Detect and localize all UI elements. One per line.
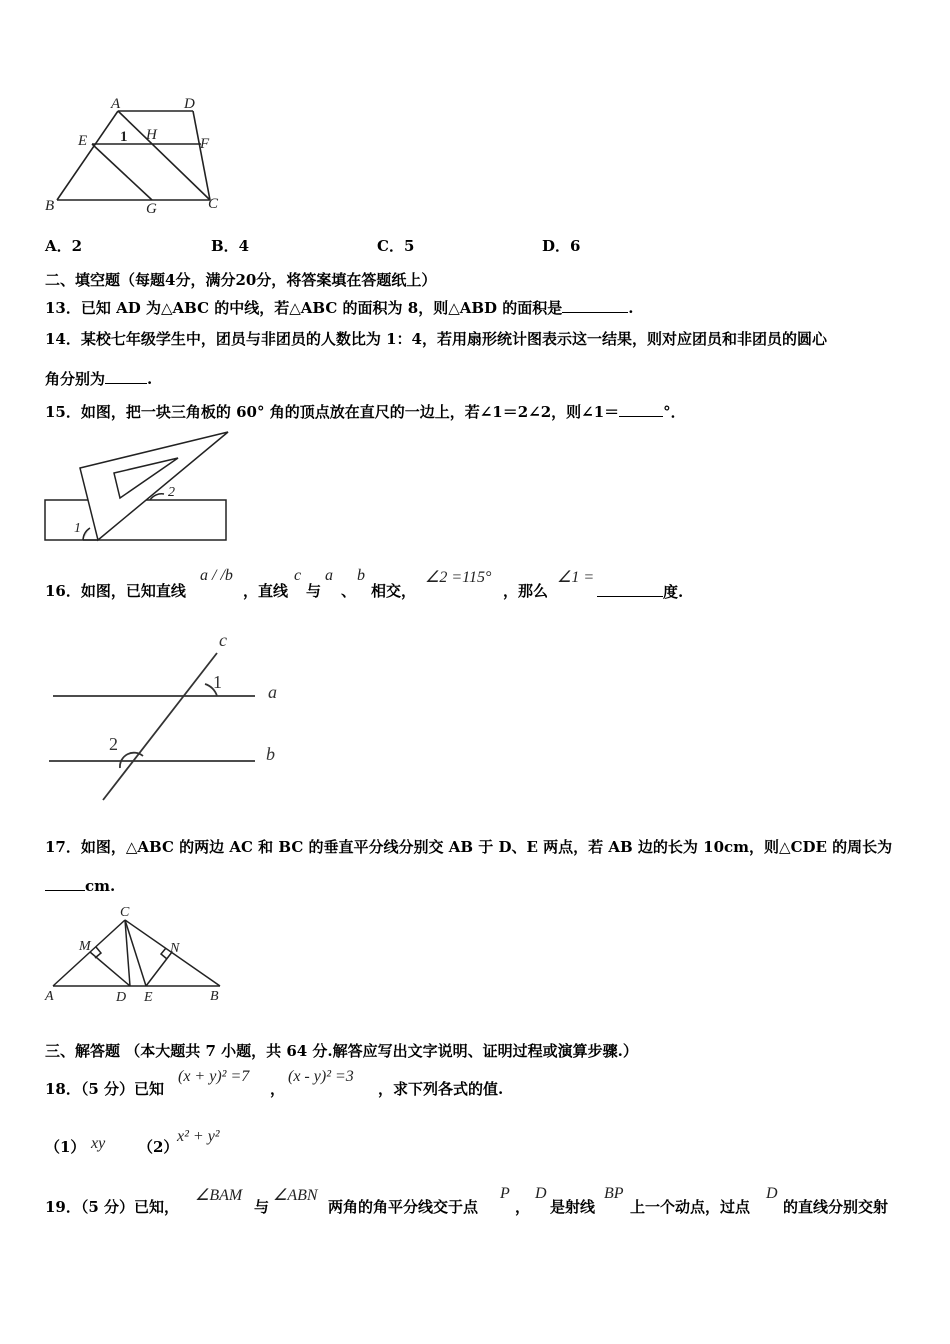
q19-text-2: 与: [254, 1198, 270, 1216]
q19-math-bam: ∠BAM: [195, 1187, 243, 1204]
label-angle-2: 2: [168, 485, 175, 500]
label-B: B: [45, 198, 55, 214]
q19-text-1: 19．（5 分）已知，: [45, 1198, 180, 1216]
option-d: D．6: [542, 237, 581, 255]
question-14-line1: 14．某校七年级学生中，团员与非团员的人数比为 1：4，若用扇形统计图表示这一结果，则对应团员和非团员的圆心: [45, 330, 827, 348]
question-15: 15．如图，把一块三角板的 60° 角的顶点放在直尺的一边上，若∠1＝2∠2，则∠1＝ °．: [45, 403, 686, 421]
figure-q12-trapezoid: [40, 95, 230, 220]
answer-blank: [562, 298, 628, 313]
answer-blank: [105, 369, 147, 384]
q13-end: .: [628, 299, 634, 317]
figure-q16-parallel-lines: [45, 628, 290, 806]
label-F: F: [200, 136, 210, 152]
q19-math-p: P: [500, 1185, 510, 1202]
q16-math-angle2: ∠2 =115°: [425, 569, 492, 586]
q18-math-1: (x + y)² =7: [178, 1068, 250, 1085]
label-A: A: [111, 96, 121, 112]
q19-text-5: 是射线: [550, 1198, 596, 1216]
q18-text-1: 18．（5 分）已知: [45, 1080, 165, 1098]
q16-text-2: ，直线: [243, 582, 289, 600]
q19-math-abn: ∠ABN: [273, 1187, 318, 1204]
q19-math-d2: D: [766, 1185, 778, 1202]
label-M: M: [79, 939, 91, 954]
figure-q17-triangle: [40, 900, 230, 1006]
label-A: A: [45, 989, 54, 1004]
label-C: C: [208, 196, 219, 212]
q18-text-3: ，求下列各式的值.: [378, 1080, 504, 1098]
option-c: C．5: [377, 237, 415, 255]
label-angle-1: 1: [74, 521, 81, 536]
q19-text-4: ，: [515, 1198, 531, 1216]
label-H: H: [146, 127, 157, 143]
q16-math-parallel: a / /b: [200, 567, 233, 584]
option-b: B．4: [211, 237, 250, 255]
label-E: E: [78, 133, 88, 149]
q18-math-2: (x - y)² =3: [288, 1068, 354, 1085]
q16-text-4: 、: [341, 582, 357, 600]
q18-text-2: ，: [270, 1080, 286, 1098]
section-2-title: 二、填空题（每题4分，满分20分，将答案填在答题纸上）: [45, 271, 437, 289]
answer-blank: [597, 582, 663, 597]
label-angle-1: 1: [120, 129, 128, 145]
q19-text-6: 上一个动点，过点: [630, 1198, 751, 1216]
label-E: E: [144, 990, 153, 1005]
q18-sub-2-math: x² + y²: [177, 1128, 220, 1145]
q16-text-6: ，那么: [503, 582, 549, 600]
q16-text-1: 16．如图，已知直线: [45, 582, 186, 600]
q16-text-5: 相交，: [371, 582, 417, 600]
figure-q15-ruler-triangle: [40, 428, 240, 548]
answer-blank: [619, 402, 663, 417]
q16-text-3: 与: [306, 582, 322, 600]
question-17-line2: cm.: [45, 876, 115, 895]
q19-text-7: 的直线分别交射: [783, 1198, 889, 1216]
q16-answer: 度.: [597, 582, 683, 601]
option-a: A．2: [45, 237, 83, 255]
label-line-c: c: [219, 630, 227, 650]
q19-math-bp: BP: [604, 1185, 624, 1202]
label-C: C: [120, 905, 130, 920]
question-13: [45, 298, 634, 317]
section-3-title: 三、解答题 （本大题共 7 小题，共 64 分.解答应写出文字说明、证明过程或演算步骤.）: [45, 1042, 638, 1060]
q16-math-angle1: ∠1 =: [557, 569, 595, 586]
q18-sub-1-math: xy: [91, 1135, 106, 1152]
question-17-line1: 17．如图，△ABC 的两边 AC 和 BC 的垂直平分线分别交 AB 于 D、E 两点，若 AB 边的长为 10cm，则△CDE 的周长为: [45, 838, 893, 856]
label-B: B: [210, 989, 219, 1004]
q19-math-d: D: [535, 1185, 547, 1202]
label-angle-2: 2: [109, 734, 118, 754]
question-14-line2: 角分别为 .: [45, 370, 153, 388]
label-angle-1: 1: [213, 672, 222, 692]
q13-text: 13．已知 AD 为△ABC 的中线，若△ABC 的面积为 8，则△ABD 的面积是: [45, 299, 563, 317]
q16-math-c: c: [294, 567, 302, 584]
q18-sub-1-label: （1）: [45, 1138, 86, 1156]
label-line-a: a: [268, 682, 277, 702]
label-N: N: [170, 941, 180, 956]
q16-math-a: a: [325, 567, 333, 584]
label-D: D: [116, 990, 127, 1005]
answer-blank: [45, 876, 85, 891]
label-D: D: [184, 96, 195, 112]
q16-math-b: b: [357, 567, 365, 584]
label-G: G: [146, 201, 157, 217]
q19-text-3: 两角的角平分线交于点: [328, 1198, 479, 1216]
q18-sub-2-label: （2）: [138, 1138, 179, 1156]
label-line-b: b: [266, 744, 275, 764]
